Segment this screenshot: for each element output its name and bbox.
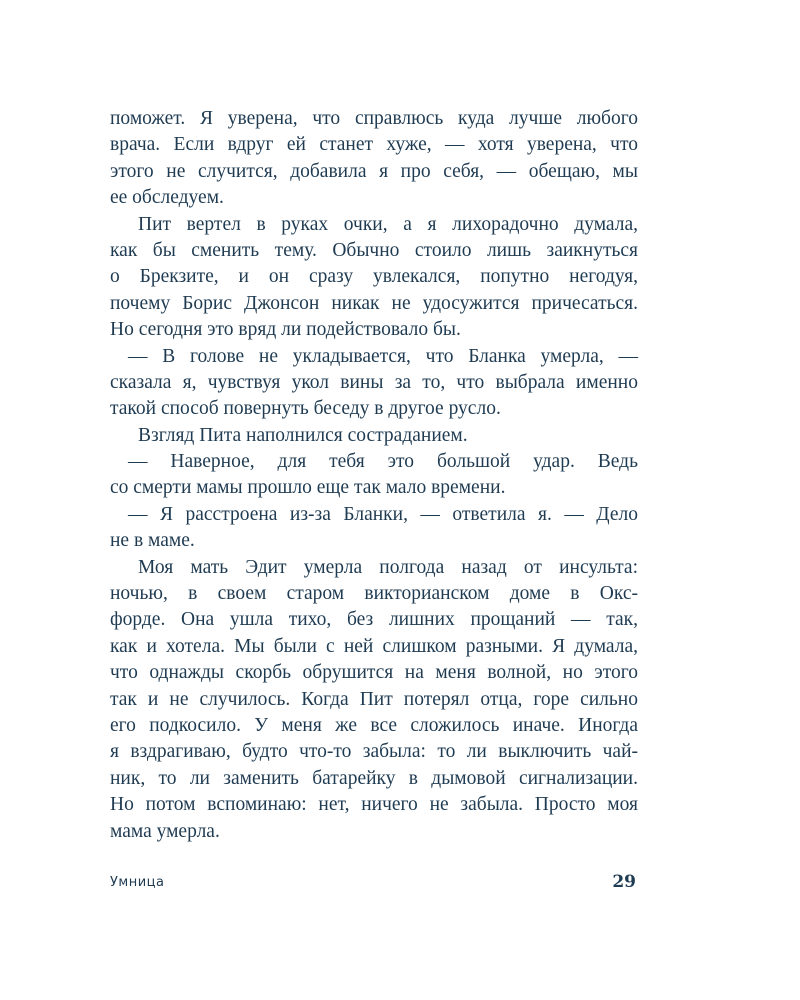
text-line: почему Борис Джонсон никак не удосужится причесаться. xyxy=(110,292,638,314)
text-line: не в маме. xyxy=(110,530,195,552)
text-line: как и хотела. Мы были с ней слишком разными. Я думала, xyxy=(110,635,638,657)
text-line: мама умерла. xyxy=(110,820,220,842)
running-title: Умница xyxy=(110,875,165,890)
text-line: Но сегодня это вряд ли подействовало бы. xyxy=(110,319,461,341)
text-line: форде. Она ушла тихо, без лишних прощаний — так, xyxy=(110,609,638,631)
text-line: поможет. Я уверена, что справлюсь куда лучше любого xyxy=(110,108,638,129)
text-line: врача. Если вдруг ей станет хуже, — хотя уверена, что xyxy=(110,134,638,156)
text-line: о Брекзите, и он сразу увлекался, попутно негодуя, xyxy=(110,266,638,288)
text-line: его подкосило. У меня же все сложилось иначе. Иногда xyxy=(110,714,638,736)
text-line: Моя мать Эдит умерла полгода назад от инсульта: xyxy=(138,556,638,578)
text-line: как бы сменить тему. Обычно стоило лишь заикнуться xyxy=(110,239,638,261)
text-line: Взгляд Пита наполнился состраданием. xyxy=(138,424,468,446)
text-line: я вздрагиваю, будто что-то забыла: то ли выключить чай- xyxy=(110,741,638,763)
text-line: сказала я, чувствуя укол вины за то, что выбрала именно xyxy=(110,371,638,393)
text-line: — В голове не укладывается, что Бланка умерла, — xyxy=(128,345,638,367)
text-line: ночью, в своем старом викторианском доме в Окс- xyxy=(110,583,638,605)
text-line: — Наверное, для тебя это большой удар. Ведь xyxy=(128,451,638,473)
text-line: этого не случится, добавила я про себя, — обещаю, мы xyxy=(110,160,638,182)
text-line: со смерти мамы прошло еще так мало времени. xyxy=(110,477,506,499)
body-text xyxy=(110,106,638,845)
text-line: ник, то ли заменить батарейку в дымовой сигнализации. xyxy=(110,767,638,789)
text-line: что однажды скорбь обрушится на меня волной, но этого xyxy=(110,662,638,684)
text-line: Пит вертел в руках очки, а я лихорадочно думала, xyxy=(138,213,638,235)
text-line: ее обследуем. xyxy=(110,187,224,209)
text-line: такой способ повернуть беседу в другое русло. xyxy=(110,398,501,420)
text-line: — Я расстроена из-за Бланки, — ответила я. — Дело xyxy=(128,503,638,525)
text-line: Но потом вспоминаю: нет, ничего не забыла. Просто моя xyxy=(110,794,638,816)
page-number: 29 xyxy=(612,872,636,892)
page-footer xyxy=(110,872,638,896)
text-line: так и не случилось. Когда Пит потерял отца, горе сильно xyxy=(110,688,638,710)
